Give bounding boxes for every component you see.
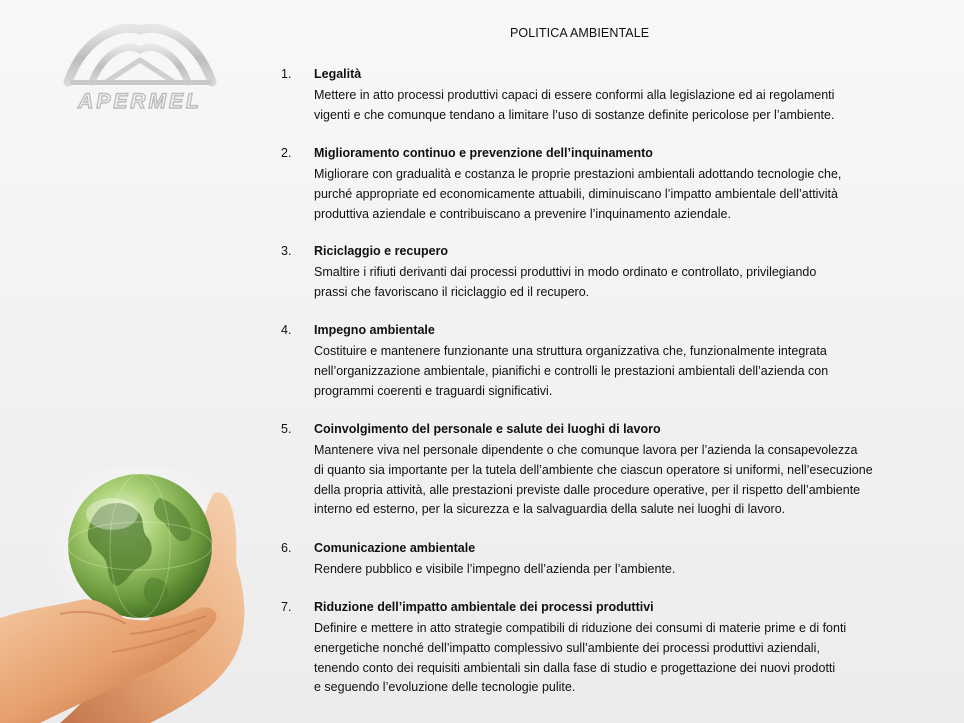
- policy-heading: Legalità: [314, 67, 362, 81]
- policy-text: [314, 619, 846, 698]
- policy-text-line: e seguendo l’evoluzione delle tecnologie pulite.: [314, 680, 576, 695]
- policy-text-line: Definire e mettere in atto strategie compatibili di riduzione dei consumi di materie prime e di fonti: [314, 621, 847, 635]
- policy-text-line: Mantenere viva nel personale dipendente o che comunque lavora per l’azienda la consapevolezza: [314, 443, 858, 457]
- policy-text: [314, 165, 841, 224]
- apermel-logo: [40, 22, 240, 114]
- policy-text-line: tenendo conto dei requisiti ambientali sin dalla fase di studio e progettazione dei nuovi prodotti: [314, 660, 836, 675]
- policy-heading: Riciclaggio e recupero: [314, 244, 449, 258]
- policy-text-line: Smaltire i rifiuti derivanti dai processi produttivi in modo ordinato e controllato, privilegiando: [314, 265, 817, 279]
- apermel-logo-icon: [40, 22, 240, 114]
- policy-text-line: programmi coerenti e traguardi significativi.: [314, 383, 553, 398]
- hands-holding-globe-image: [0, 468, 262, 723]
- policy-number: 6.: [281, 541, 292, 555]
- policy-text-line: Costituire e mantenere funzionante una struttura organizzativa che, funzionalmente integrata: [314, 344, 827, 358]
- logo-wordmark: APERMEL: [78, 90, 202, 113]
- policy-text-line: nell’organizzazione ambientale, pianifichi e controlli le prestazioni ambientali dell’azienda con: [314, 363, 829, 378]
- policy-heading: Impegno ambientale: [314, 323, 435, 337]
- policy-heading: Coinvolgimento del personale e salute dei luoghi di lavoro: [314, 422, 661, 436]
- policy-text-line: interno ed esterno, per la sicurezza e la salvaguardia della salute nei luoghi di lavoro.: [314, 502, 786, 517]
- policy-heading: Riduzione dell’impatto ambientale dei processi produttivi: [314, 600, 654, 614]
- policy-text-line: purché appropriate ed economicamente attuabili, diminuiscano l’impatto ambientale dell’attività: [314, 186, 838, 201]
- policy-text: [314, 86, 834, 126]
- policy-text: [314, 441, 873, 520]
- policy-heading: Miglioramento continuo e prevenzione dell’inquinamento: [314, 146, 653, 160]
- policy-text-line: Rendere pubblico e visibile l’impegno dell’azienda per l’ambiente.: [314, 562, 676, 576]
- policy-number: 4.: [281, 323, 292, 337]
- policy-text-line: energetiche nonché dell’impatto complessivo sull’ambiente dei processi produttivi aziendali,: [314, 640, 820, 655]
- policy-number: 7.: [281, 600, 292, 614]
- page-title: POLITICA AMBIENTALE: [510, 26, 650, 40]
- policy-text-line: produttiva aziendale e contribuiscano a prevenire l’inquinamento aziendale.: [314, 206, 731, 221]
- policy-number: 5.: [281, 422, 292, 436]
- policy-text: [314, 263, 816, 303]
- policy-text-line: della propria attività, alle prestazioni previste dalle procedure operative, per il rispetto dell’ambiente: [314, 482, 861, 497]
- policy-text-line: vigenti e che comunque tendano a limitare l’uso di sostanze definite pericolose per l’ambiente.: [314, 107, 835, 122]
- policy-number: 3.: [281, 244, 292, 258]
- policy-heading: Comunicazione ambientale: [314, 541, 476, 555]
- policy-text-line: Migliorare con gradualità e costanza le proprie prestazioni ambientali adottando tecnologie che,: [314, 167, 842, 181]
- policy-text: [314, 342, 828, 401]
- policy-text: [314, 560, 675, 580]
- policy-text-line: di quanto sia importante per la tutela dell’ambiente che ciascun operatore si uniformi, nell’esecuzione: [314, 462, 873, 477]
- policy-number: 2.: [281, 146, 292, 160]
- policy-text-line: Mettere in atto processi produttivi capaci di essere conformi alla legislazione ed ai regolamenti: [314, 88, 835, 102]
- hands-holding-globe-icon: [0, 468, 262, 723]
- policy-text-line: prassi che favoriscano il riciclaggio ed il recupero.: [314, 284, 590, 299]
- policy-number: 1.: [281, 67, 292, 81]
